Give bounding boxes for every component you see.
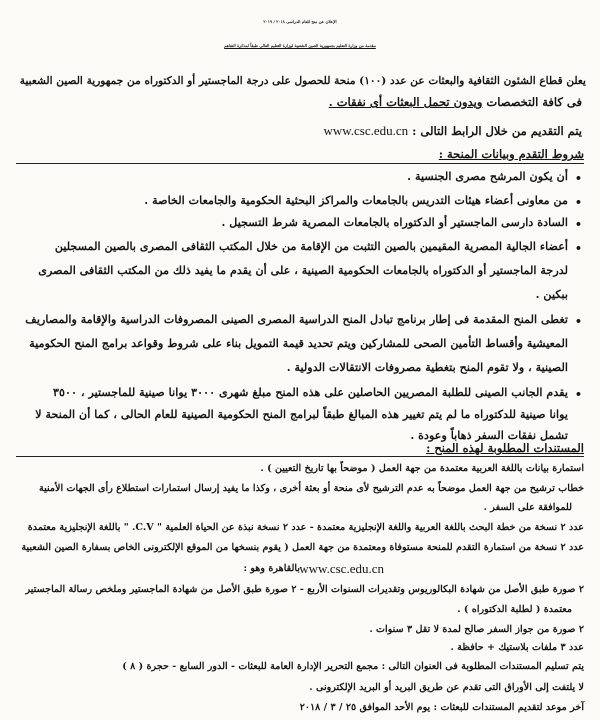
document-item: يتم تسليم المستندات المطلوبة فى العنوان التالى : مجمع التحرير الإدارة العامة للبعثات - الدور السابع - حجرة ( ٨ ) [122, 661, 584, 672]
document-item: ٢ صورة من جواز السفر صالح لمدة لا تقل ٣ سنوات . [369, 624, 584, 635]
conditions-heading: شروط التقدم وبيانات المنحة : [438, 147, 584, 161]
embassy-link[interactable]: www.csc.edu.cn [299, 561, 384, 576]
condition-line: يوانا صينية للدكتوراه ما لم يتم تغيير هذه المبالغ طبقاً لبرامج المنح الحكومية الصينية للعام الحالى ، كما أن المنحة لا [35, 407, 568, 421]
condition-line: تشمل نفقات السفر ذهاباً وعودة . [410, 428, 568, 442]
document-line: معتمدة ( لطلبة الدكتوراه ) . [457, 604, 572, 615]
document-item: ٢ صورة طبق الأصل من شهادة البكالوريوس وتقديرات السنوات الأربع - ٢ صورة طبق الأصل من شهادة الماجستير وملخص رسالة الماجستير [25, 584, 584, 595]
bullet-icon: • [574, 171, 582, 185]
page-subtitle: مقدمة من وزارة التعليم بجمهورية الصين الشعبية لوزارة التعليم العالى طبقاً لمذكرة التفاهم [224, 43, 376, 48]
condition-line: الصينية ، ولا تقوم المنح بتغطية مصروفات الانتقالات الدولية . [286, 360, 568, 374]
intro-line-2: فى كافة التخصصات ويدون تحمل البعثات أى نفقات . [328, 95, 582, 109]
document-item: استمارة بيانات باللغة العربية معتمدة من جهة العمل ( موضحاً بها تاريخ التعيين ) . [260, 463, 584, 474]
document-item: عدد ٢ نسخة من خطة البحث باللغة العربية واللغة الإنجليزية معتمدة - عدد ٢ نسخة نبذة عن الحياة العلمية " C.V. " باللغة الإنجليزية معتمدة [27, 522, 584, 533]
condition-line: المعيشية وأقساط التأمين الصحى للمشاركين ويتم تحديد قيمة التمويل بناء على شروط وقواعد برامج المنح الحكومية [29, 336, 568, 350]
divider [16, 163, 584, 164]
intro-line-3: يتم التقديم من خلال الرابط التالى : www.csc.edu.cn [323, 123, 582, 138]
document-item: عدد ٢ نسخة من استمارة التقدم للمنحة مستوفاة ومعتمدة من جهة العمل ( يقوم بنسخها من الموقع الإلكترونى الخاص بسفارة الصين الشعبية [21, 542, 584, 553]
condition-line: ببكين . [535, 287, 568, 301]
condition-line: لدرجة الماجستير أو الدكتوراه بالجامعات الحكومية الصينية ، على أن يقدم ما يفيد ذلك من المكتب الثقافى المصرى [38, 263, 568, 277]
page-title: الإعلان عن منح للعام الدراسى ٢٠١٨ / ٢٠١٩ [263, 19, 337, 24]
documents-heading: المستندات المطلوبة لهذه المنح : [426, 441, 584, 455]
deadline-line: آخر موعد لتقديم المستندات للبعثات : يوم الأحد الموافق ٢٥ / ٣ / ٢٠١٨ [299, 702, 584, 713]
announcement-page: الإعلان عن منح للعام الدراسى ٢٠١٨ / ٢٠١٩ مقدمة من وزارة التعليم بجمهورية الصين الشعبية لوزارة التعليم العالى طبقاً لمذكرة التفاهم يعلن قطاع الشئون الثقافية والبعثات عن عدد (١٠٠) منحة للحصول على درجة الماجستير أو الدكتوراه من جمهورية الصين الشعبية فى كافة التخصصات ويدون تحمل البعثات أى نفقات . يتم التقديم من خلال الرابط التالى : www.csc.edu.cn شروط التقدم وبيانات المنحة : • أن يكون المرشح مصرى الجنسية . • من معاونى أعضاء هيئات التدريس بالجامعات والمراكز البحثية الحكومية والجامعات الخاصة . • السادة دارسى الماجستير أو الدكتوراه بالجامعات المصرية شرط التسجيل . • أعضاء الجالية المصرية المقيمين بالصين التثبت من الإقامة من خلال المكتب الثقافى المصرى بالصين المسجلين لدرجة الماجستير أو الدكتوراه بالجامعات الحكومية الصينية ، على أن يقدم ما يفيد ذلك من المكتب الثقافى المصرى ببكين . • تغطى المنح المقدمة فى إطار برنامج تبادل المنح الدراسية المصرى الصينى المصروفات الدراسية والإقامة والمصاريف المعيشية وأقساط التأمين الصحى للمشاركين ويتم تحديد قيمة التمويل بناء على شروط وقواعد برامج المنح الحكومية الصينية ، ولا تقوم المنح بتغطية مصروفات الانتقالات الدولية . • يقدم الجانب الصينى للطلبة المصريين الحاصلين على هذه المنح مبلغ شهرى ٣٠٠٠ يوانا صينية للماجستير ، ٣٥٠٠ يوانا صينية للدكتوراه ما لم يتم تغيير هذه المبالغ طبقاً لبرامج المنح الحكومية الصينية للعام الحالى ، كما أن المنحة لا تشمل نفقات السفر ذهاباً وعودة . المستندات المطلوبة لهذه المنح : استمارة بيانات باللغة العربية معتمدة من جهة العمل ( موضحاً بها تاريخ التعيين ) . خطاب ترشيح من جهة العمل موضحاً به عدم الترشيح لأى منحة أو بعثة أخرى ، وكذا ما يفيد إرسال استمارات استطلاع رأى الجهات الأمنية للموافقة على السفر . عدد ٢ نسخة من خطة البحث باللغة العربية واللغة الإنجليزية معتمدة - عدد ٢ نسخة نبذة عن الحياة العلمية " C.V. " باللغة الإنجليزية معتمدة عدد ٢ نسخة من استمارة التقدم للمنحة مستوفاة ومعتمدة من جهة العمل ( يقوم بنسخها من الموقع الإلكترونى الخاص بسفارة الصين الشعبية بالقاهرة وهو : www.csc.edu.cn ٢ صورة طبق الأصل من شهادة البكالوريوس وتقديرات السنوات الأربع - ٢ صورة طبق الأصل من شهادة الماجستير وملخص رسالة الماجستير معتمدة ( لطلبة الدكتوراه ) . ٢ صورة من جواز السفر صالح لمدة لا تقل ٣ سنوات . عدد ٣ ملفات بلاستيك + حافظة . يتم تسليم المستندات المطلوبة فى العنوان التالى : مجمع التحرير الإدارة العامة للبعثات - الدور السابع - حجرة ( ٨ ) لا يلتفت إلى الأوراق التى تقدم عن طريق البريد أو البريد الإلكترونى . آخر موعد لتقديم المستندات للبعثات : يوم الأحد الموافق ٢٥ / ٣ / ٢٠١٨ [0, 0, 600, 720]
document-item: خطاب ترشيح من جهة العمل موضحاً به عدم الترشيح لأى منحة أو بعثة أخرى ، وكذا ما يفيد إرسال استمارات استطلاع رأى الجهات الأمنية [38, 483, 584, 494]
application-link[interactable]: www.csc.edu.cn [323, 123, 409, 138]
document-line: بالقاهرة وهو : [243, 563, 300, 574]
divider [16, 456, 584, 457]
bullet-icon: • [574, 217, 582, 231]
document-item: عدد ٣ ملفات بلاستيك + حافظة . [450, 642, 584, 653]
bullet-icon: • [574, 314, 582, 328]
bullet-icon: • [574, 195, 582, 209]
bullet-icon: • [574, 387, 582, 401]
document-item: لا يلتفت إلى الأوراق التى تقدم عن طريق البريد أو البريد الإلكترونى . [309, 682, 584, 693]
bullet-icon: • [574, 241, 582, 255]
intro-line-1: يعلن قطاع الشئون الثقافية والبعثات عن عدد (١٠٠) منحة للحصول على درجة الماجستير أو الدكتوراه من جمهورية الصين الشعبية [19, 75, 586, 87]
document-line: للموافقة على السفر . [483, 502, 572, 513]
